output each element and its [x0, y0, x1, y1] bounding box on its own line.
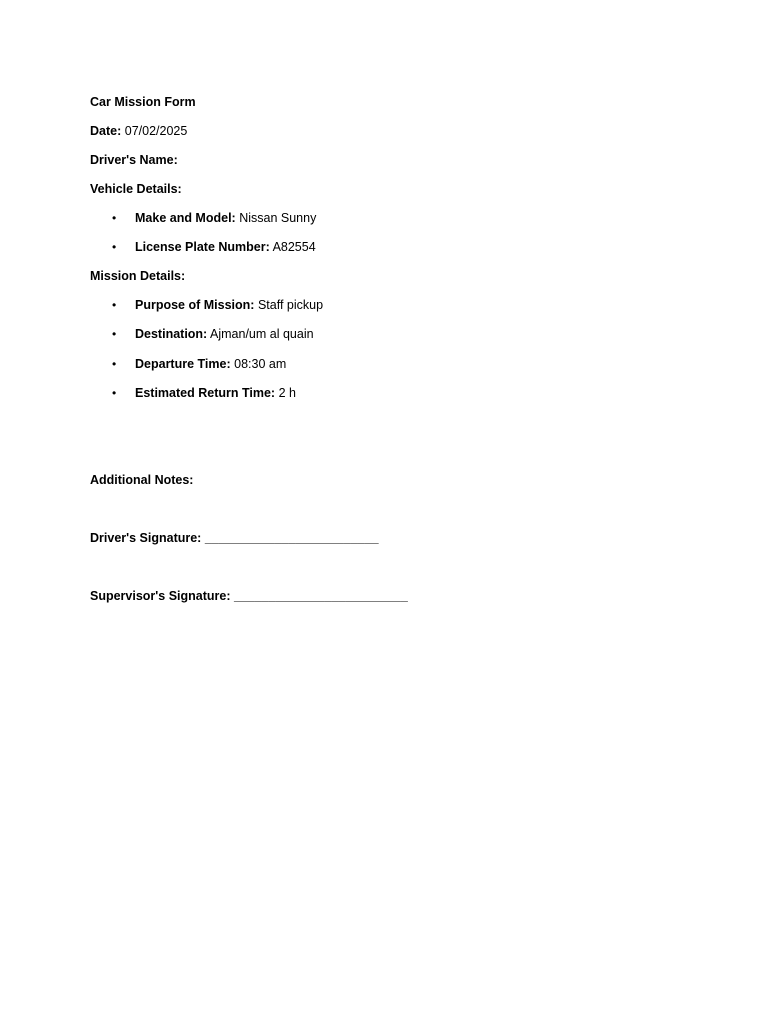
date-value: 07/02/2025 [124, 124, 188, 138]
license-plate-label: License Plate Number: [135, 240, 270, 254]
purpose-value: Staff pickup [257, 298, 324, 312]
purpose-label: Purpose of Mission: [135, 298, 255, 312]
license-plate-value: A82554 [272, 240, 316, 254]
form-title: Car Mission Form [90, 95, 196, 109]
bullet-icon: • [112, 327, 117, 341]
supervisor-signature-label: Supervisor's Signature: [90, 589, 231, 603]
date-label: Date: [90, 124, 122, 138]
departure-time-label: Departure Time: [135, 357, 231, 371]
departure-time-value: 08:30 am [234, 357, 287, 371]
driver-name-label: Driver's Name: [90, 153, 178, 167]
list-item [112, 326, 314, 342]
supervisor-signature-row [90, 588, 408, 604]
driver-signature-row [90, 530, 379, 546]
vehicle-details-label: Vehicle Details: [90, 182, 182, 196]
date-row [90, 123, 187, 139]
list-item [112, 356, 286, 372]
list-item [112, 210, 316, 226]
bullet-icon: • [112, 357, 117, 371]
mission-details-label: Mission Details: [90, 269, 186, 283]
return-time-value: 2 h [278, 386, 296, 400]
bullet-icon: • [112, 386, 117, 400]
destination-value: Ajman/um al quain [210, 327, 314, 341]
bullet-icon: • [112, 298, 117, 312]
additional-notes-label: Additional Notes: [90, 473, 194, 487]
destination-label: Destination: [135, 327, 208, 341]
list-item [112, 297, 323, 313]
list-item [112, 385, 296, 401]
return-time-label: Estimated Return Time: [135, 386, 276, 400]
bullet-icon: • [112, 240, 117, 254]
supervisor-signature-line: _________________________ [234, 589, 408, 603]
list-item [112, 239, 316, 255]
make-model-label: Make and Model: [135, 211, 236, 225]
make-model-value: Nissan Sunny [239, 211, 317, 225]
bullet-icon: • [112, 211, 117, 225]
driver-signature-line: _________________________ [204, 531, 379, 545]
driver-signature-label: Driver's Signature: [90, 531, 202, 545]
